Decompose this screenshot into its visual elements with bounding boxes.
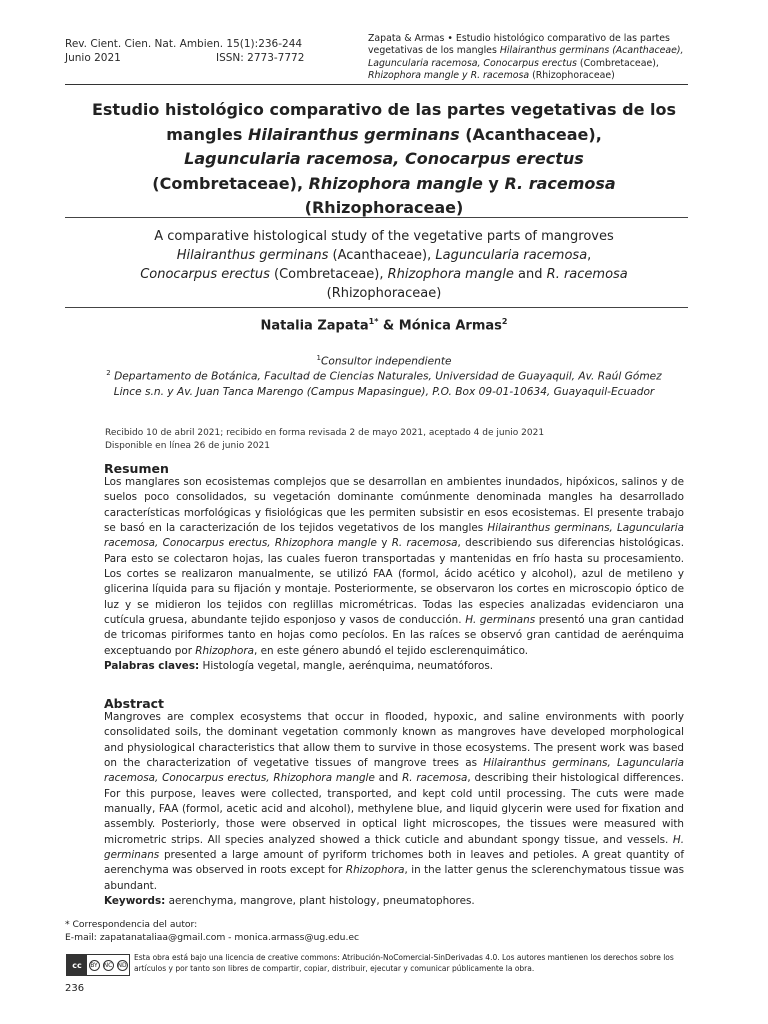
issn: ISSN: 2773-7772 [216,52,305,64]
cc-icon: cc [67,955,87,975]
author-name: Natalia Zapata [260,318,369,334]
running-header [368,33,690,83]
nd-icon: ND [117,961,127,969]
by-icon: BY [90,961,98,969]
species-name: Hilairanthus germinans [176,248,329,263]
running-title-part: Estudio histológico comparativo de las partes vegetativas de los mangles [368,33,670,57]
running-title-part: (Rhizophoraceae) [532,70,615,82]
palabras-claves: Palabras claves: Histología vegetal, mangle, aerénquima, neumatóforos. [104,660,494,673]
abstract-heading: Abstract [104,696,165,711]
correspondence-emails[interactable]: E-mail: zapatanataliaa@gmail.com - monica.armass@ug.edu.ec [65,932,360,943]
species-name: H. germinans [465,614,536,627]
running-species: Rhizophora mangle y R. racemosa [368,70,530,82]
species-name: Hilairanthus germinans, Laguncularia racemosa, Conocarpus erectus, Rhizophora mangle [104,757,684,785]
author-name: Mónica Armas [398,318,502,334]
available-date: Disponible en línea 26 de junio 2021 [105,440,270,451]
species-name: Hilairanthus germinans [247,124,460,144]
affiliation-1: $^1$Consultor independiente [316,354,452,368]
species-name: H. germinans [104,833,684,862]
running-species: Laguncularia racemosa, Conocarpus erectus [368,57,577,69]
running-species: Hilairanthus germinans (Acanthaceae), [499,45,684,57]
running-authors: Zapata & Armas [368,33,445,44]
species-name: Laguncularia racemosa [435,248,588,263]
journal-citation: Rev. Cient. Cien. Nat. Ambien. 15(1):236-244 [65,38,303,50]
species-name: R. racemosa [391,537,458,550]
keywords: Keywords: aerenchyma, mangrove, plant histology, pneumatophores. [104,895,475,908]
species-name: R. racemosa [504,173,616,193]
journal-header [65,37,304,65]
running-bullet: • [447,33,453,44]
species-name: Rhizophora mangle [308,173,483,193]
correspondence-footnote [65,918,359,944]
article-dates [105,427,544,452]
species-name: Rhizophora mangle [387,267,514,282]
abstract-body: Mangroves are complex ecosystems that occur in flooded, hypoxic, and saline environments with poorly consolidated soils, the dominant vegetation commonly known as mangroves have developed morphological and physiological characteristics that allow them to survive in those ecosystems. The present work was based on the characterization of vegetative tissues of mangrove trees as Hilairanthus germinans, Laguncularia racemosa, Conocarpus erectus, Rhizophora mangle and R. racemosa, describing their histological differences. For this purpose, leaves were collected, transported, and kept cold until processing. The cuts were made manually, FAA (formol, acetic acid and alcohol), methylene blue, and liquid glycerin were used for fixation and assembly. Posteriorly, those were observed in optical light microscopes, the tissues were measured with micrometric strips. All species analyzed showed a thick cuticle and abundant spongy tissue, and vessels. H. germinans presented a large amount of pyriform trichomes both in leaves and petioles. A great quantity of aerenchyma was observed in roots except for Rhizophora, in the latter genus the sclerenchymatous tissue was abundant. Keywords: aerenchyma, mangrove, plant histology, pneumatophores. [104,710,684,909]
english-title: A comparative histological study of the vegetative parts of mangroves Hilairanthus germinans (Acanthaceae), Laguncularia racemosa, Conocarpus erectus (Combretaceae), Rhizophora mangle and R. racemosa (Rhizophoraceae) [140,229,628,301]
received-date: Recibido 10 de abril 2021; recibido en forma revisada 2 de mayo 2021, aceptado 4 de junio 2021 [105,428,545,438]
species-name: Conocarpus erectus [140,267,270,282]
correspondence-label: * Correspondencia del autor: [65,919,198,930]
resumen-heading: Resumen [104,461,169,476]
species-name: Rhizophora [345,864,405,877]
resumen-body: Los manglares son ecosistemas complejos que se desarrollan en ambientes inundados, hipóxicos, salinos y de suelos poco consolidados, su vegetación dominante comúnmente denominada mangles ha desarrollado características morfológicas y fisiológicas que les permiten subsistir en esos ecosistemas. El presente trabajo se basó en la caracterización de los tejidos vegetativos de los mangles Hilairanthus germinans, Laguncularia racemosa, Conocarpus erectus, Rhizophora mangle y R. racemosa, describiendo sus diferencias histológicas. Para esto se colectaron hojas, las cuales fueron transportadas y mantenidas en frío hasta su procesamiento. Los cortes se realizaron manualmente, se utilizó FAA (formol, ácido acético y alcohol), azul de metileno y glicerina líquida para su fijación y montaje. Posteriormente, se observaron los cortes en microscopio óptico de luz y se midieron los tejidos con reglillas micrométricas. Todas las especies analizadas evidenciaron una cutícula gruesa, abundante tejido esponjoso y vasos de conducción. H. germinans presentó una gran cantidad de tricomas piriformes tanto en hojas como pecíolos. En las raíces se observó gran cantidad de aerénquima exceptuando por Rhizophora, en este género abundó el tejido esclerenquimático. Palabras claves: Histología vegetal, mangle, aerénquima, neumatóforos. [104,475,684,674]
english-title-divider [65,307,688,308]
species-name: Rhizophora [195,644,254,657]
title-divider [65,217,688,218]
issue-date: Junio 2021 [65,52,121,64]
page-number: 236 [65,983,85,994]
species-name: Laguncularia racemosa, Conocarpus erectus [184,149,584,168]
species-name: R. racemosa [402,772,468,785]
article-title: Estudio histológico comparativo de las partes vegetativas de los mangles Hilairanthus germinans (Acanthaceae), Laguncularia racemosa, Conocarpus erectus (Combretaceae), Rhizophora mangle y R. racemosa (Rhizophoraceae) [91,100,677,217]
affiliation-2: $^2$ Departamento de Botánica, Facultad de Ciencias Naturales, Universidad de Guayaquil, Av. Raúl Gómez Lince s.n. y Av. Juan Tanca Marengo (Campus Mapasingue), P.O. Box 09-01-10634, Guayaquil-Ecuador [106,369,662,398]
species-name: Hilairanthus germinans, Laguncularia racemosa, Conocarpus erectus, Rhizophora mangle [104,522,685,550]
running-title-part: (Combretaceae), [579,57,659,69]
nc-icon: NC [103,961,113,969]
species-name: R. racemosa [546,267,628,282]
header-divider [65,84,688,85]
license-text: Esta obra está bajo una licencia de creative commons: Atribución-NoComercial-SinDerivadas 4.0. Los autores mantienen los derechos sobre los artículos y por tanto son libres de compartir, copiar, distribuir, ejecutar y comunicar públicamente la obra. [134,953,674,973]
author-line: Natalia Zapata$^{1*}$ & Mónica Armas$^2$ [260,317,508,334]
cc-license-badge[interactable] [66,954,130,976]
